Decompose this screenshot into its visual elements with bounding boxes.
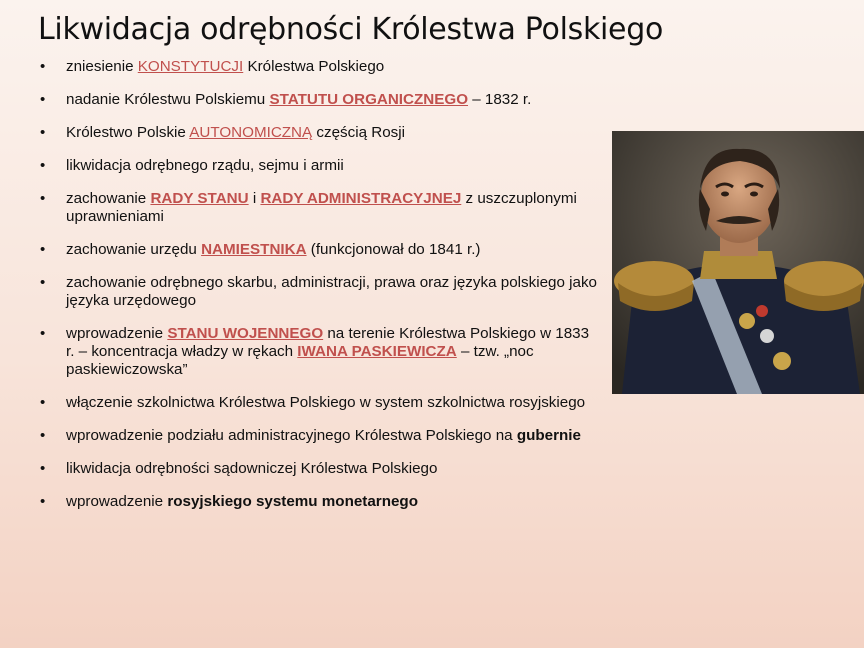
bullet-dot-icon: • bbox=[40, 124, 46, 141]
highlighted-term: IWANA PASKIEWICZA bbox=[297, 343, 457, 360]
bullet-text: zachowanie bbox=[66, 190, 151, 207]
bullet-dot-icon: • bbox=[40, 241, 46, 258]
bullet-item bbox=[38, 493, 598, 511]
bullet-list bbox=[38, 58, 598, 526]
bullet-text: Królestwo Polskie bbox=[66, 124, 190, 141]
bullet-dot-icon: • bbox=[40, 58, 46, 75]
bullet-text: zachowanie odrębnego skarbu, administracji, prawa oraz języka polskiego jako języka urzędowego bbox=[66, 274, 598, 309]
bullet-text: wprowadzenie bbox=[66, 493, 168, 510]
bullet-item bbox=[38, 58, 598, 76]
bullet-text: – 1832 r. bbox=[468, 91, 532, 108]
bullet-item bbox=[38, 241, 598, 259]
bullet-item bbox=[38, 91, 598, 109]
bullet-item bbox=[38, 274, 598, 310]
bullet-item bbox=[38, 190, 598, 226]
portrait-image bbox=[612, 131, 864, 394]
bullet-item bbox=[38, 427, 598, 445]
bullet-text: likwidacja odrębnego rządu, sejmu i armii bbox=[66, 157, 344, 174]
bullet-dot-icon: • bbox=[40, 325, 46, 342]
bullet-text: – tzw. „noc paskiewiczowska” bbox=[66, 343, 534, 378]
highlighted-term: AUTONOMICZNĄ bbox=[189, 124, 313, 141]
bullet-text: wprowadzenie bbox=[66, 325, 168, 342]
bullet-item bbox=[38, 124, 598, 142]
bold-term: rosyjskiego systemu monetarnego bbox=[167, 493, 418, 510]
bullet-text: (funkcjonował do 1841 r.) bbox=[306, 241, 481, 258]
bullet-dot-icon: • bbox=[40, 157, 46, 174]
bullet-item bbox=[38, 157, 598, 175]
bullet-text: Królestwa Polskiego bbox=[243, 58, 385, 75]
bullet-text: i bbox=[248, 190, 261, 207]
bullet-text: likwidacja odrębności sądowniczej Królestwa Polskiego bbox=[66, 460, 438, 477]
highlighted-term: RADY ADMINISTRACYJNEJ bbox=[260, 190, 462, 207]
bullet-dot-icon: • bbox=[40, 190, 46, 207]
highlighted-term: STANU WOJENNEGO bbox=[167, 325, 324, 342]
bullet-text: włączenie szkolnictwa Królestwa Polskiego w system szkolnictwa rosyjskiego bbox=[66, 394, 586, 411]
bullet-dot-icon: • bbox=[40, 274, 46, 291]
bullet-text: nadanie Królestwu Polskiemu bbox=[66, 91, 270, 108]
bullet-item bbox=[38, 460, 598, 478]
highlighted-term: NAMIESTNIKA bbox=[201, 241, 307, 258]
bold-term: gubernie bbox=[516, 427, 581, 444]
bullet-item bbox=[38, 325, 598, 379]
bullet-text: zachowanie urzędu bbox=[66, 241, 202, 258]
bullet-item bbox=[38, 394, 598, 412]
general-portrait-icon bbox=[612, 131, 864, 394]
highlighted-term: STATUTU ORGANICZNEGO bbox=[269, 91, 469, 108]
bullet-text: z uszczuplonymi uprawnieniami bbox=[66, 190, 577, 225]
bullet-text: na terenie Królestwa Polskiego w 1833 r. – koncentracja władzy w rękach bbox=[66, 325, 590, 360]
highlighted-term: RADY STANU bbox=[150, 190, 249, 207]
highlighted-term: KONSTYTUCJI bbox=[137, 58, 244, 75]
bullet-dot-icon: • bbox=[40, 394, 46, 411]
bullet-text: zniesienie bbox=[66, 58, 138, 75]
bullet-dot-icon: • bbox=[40, 460, 46, 477]
bullet-dot-icon: • bbox=[40, 91, 46, 108]
slide-title: Likwidacja odrębności Królestwa Polskiego bbox=[38, 12, 664, 47]
bullet-dot-icon: • bbox=[40, 427, 46, 444]
bullet-text: częścią Rosji bbox=[312, 124, 406, 141]
bullet-dot-icon: • bbox=[40, 493, 46, 510]
bullet-text: wprowadzenie podziału administracyjnego Królestwa Polskiego na bbox=[66, 427, 517, 444]
